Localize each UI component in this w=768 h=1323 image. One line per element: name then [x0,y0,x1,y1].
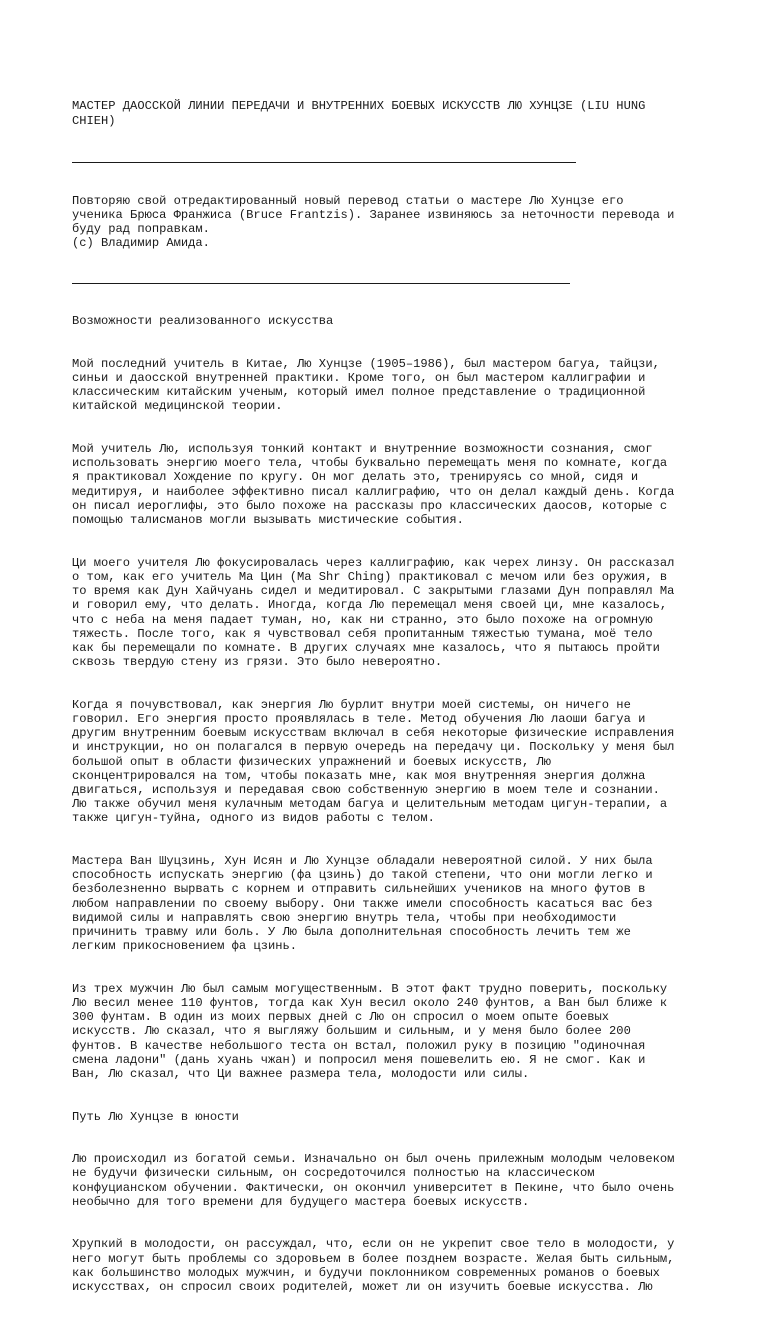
paragraph: Когда я почувствовал, как энергия Лю бурлит внутри моей системы, он ничего не говорил. Его энергия просто проявлялась в теле. Метод обучения Лю лаоши багуа и другим внутренним боевым искусствам включал в себя некоторые физические исправления и инструкции, но он полагался в первую очередь на передачу ци. Поскольку у меня был большой опыт в области физических упражнений и боевых искусств, Лю сконцентрировался на том, чтобы показать мне, как моя внутренняя энергия должна двигаться, используя и передавая свою собственную энергию в моем теле и сознании. Лю также обучил меня кулачным методам багуа и целительным методам цигун-терапии, а также цигун-туйна, одного из видов работы с телом. [72,697,675,826]
intro-paragraph: Повторяю свой отредактированный новый перевод статьи о мастере Лю Хунцзе его ученика Брюса Франжиса (Bruce Frantzis). Заранее извиняюсь за неточности перевода и буду рад поправкам. (с) Владимир Амида. [72,193,675,251]
paragraph: Мой учитель Лю, используя тонкий контакт и внутренние возможности сознания, смог использовать энергию моего тела, чтобы буквально перемещать меня по комнате, когда я практиковал Хождение по кругу. Он мог делать это, тренируясь со мной, сидя и медитируя, и наиболее эффективно писал каллиграфию, что он делал каждый день. Когда он писал иероглифы, это было похоже на рассказы про классических даосов, которые с помощью талисманов могли вызывать мистические события. [72,442,675,528]
document-title: МАСТЕР ДАОССКОЙ ЛИНИИ ПЕРЕДАЧИ И ВНУТРЕННИХ БОЕВЫХ ИСКУССТВ ЛЮ ХУНЦЗЕ (LIU HUNG CHIEH) [72,99,646,128]
document-body [72,71,712,1323]
paragraph: Мой последний учитель в Китае, Лю Хунцзе (1905–1986), был мастером багуа, тайцзи, синьи и даосской внутренней практики. Кроме того, он был мастером каллиграфии и классическим китайским ученым, который имел полное представление о традиционной китайской медицинской теории. [72,356,660,414]
paragraph: Ци моего учителя Лю фокусировалась через каллиграфию, как черех линзу. Он рассказал о том, как его учитель Ма Цин (Ma Shr Ching) практиковал с мечом или без оружия, в то время как Дун Хайчуань сидел и медитировал. С закрытыми глазами Дун поправлял Ма и говорил ему, что делать. Иногда, когда Лю перемещал меня своей ци, мне казалось, что с неба на меня падает туман, но, как ни странно, это было похоже на огромную тяжесть. После того, как я чувствовал себя пропитанным тяжестью тумана, моё тело как бы перемещали по комнате. В других случаях мне казалось, что я пытаюсь пройти сквозь твердую стену из грязи. Это было невероятно. [72,555,675,670]
section-heading: Возможности реализованного искусства [72,314,334,329]
subsection-heading: Путь Лю Хунцзе в юности [72,1109,239,1124]
paragraph: Мастера Ван Шуцзинь, Хун Исян и Лю Хунцзе обладали невероятной силой. У них была способность испускать энергию (фа цзинь) до такой степени, что они могли легко и безболезненно вырвать с корнем и отправить сильнейших учеников на много футов в любом направлении по своему выбору. Они также имели способность касаться вас без видимой силы и направлять свою энергию внутрь тела, чтобы при необходимости причинить травму или боль. У Лю была дополнительная способность лечить тем же легким прикосновением фа цзинь. [72,853,653,954]
paragraph: Из трех мужчин Лю был самым могущественным. В этот факт трудно поверить, поскольку Лю весил менее 110 фунтов, тогда как Хун весил около 240 фунтов, а Ван был ближе к 300 фунтам. В один из моих первых дней с Лю он спросил о моем опыте боевых искусств. Лю сказал, что я выгляжу большим и сильным, и у меня было более 200 фунтов. В качестве небольшого теста он встал, положил руку в позицию "одиночная смена ладони" (дань хуань чжан) и попросил меня пошевелить ею. Я не смог. Как и Ван, Лю сказал, что Ци важнее размера тела, молодости или силы. [72,981,668,1082]
paragraph: Лю происходил из богатой семьи. Изначально он был очень прилежным молодым человеком не будучи физически сильным, он сосредоточился полностью на классическом конфуцианском обучении. Фактически, он окончил университет в Пекине, что было очень необычно для того времени для будущего мастера боевых искусств. [72,1152,675,1209]
divider-line [72,283,570,284]
divider-line [72,162,576,163]
paragraph: Хрупкий в молодости, он рассуждал, что, если он не укрепит свое тело в молодости, у него могут быть проблемы со здоровьем в более позднем возрасте. Желая быть сильным, как большинство молодых мужчин, и будучи поклонником современных романов о боевых искусствах, он спросил своих родителей, может ли он изучить боевые искусства. Лю [72,1237,675,1295]
